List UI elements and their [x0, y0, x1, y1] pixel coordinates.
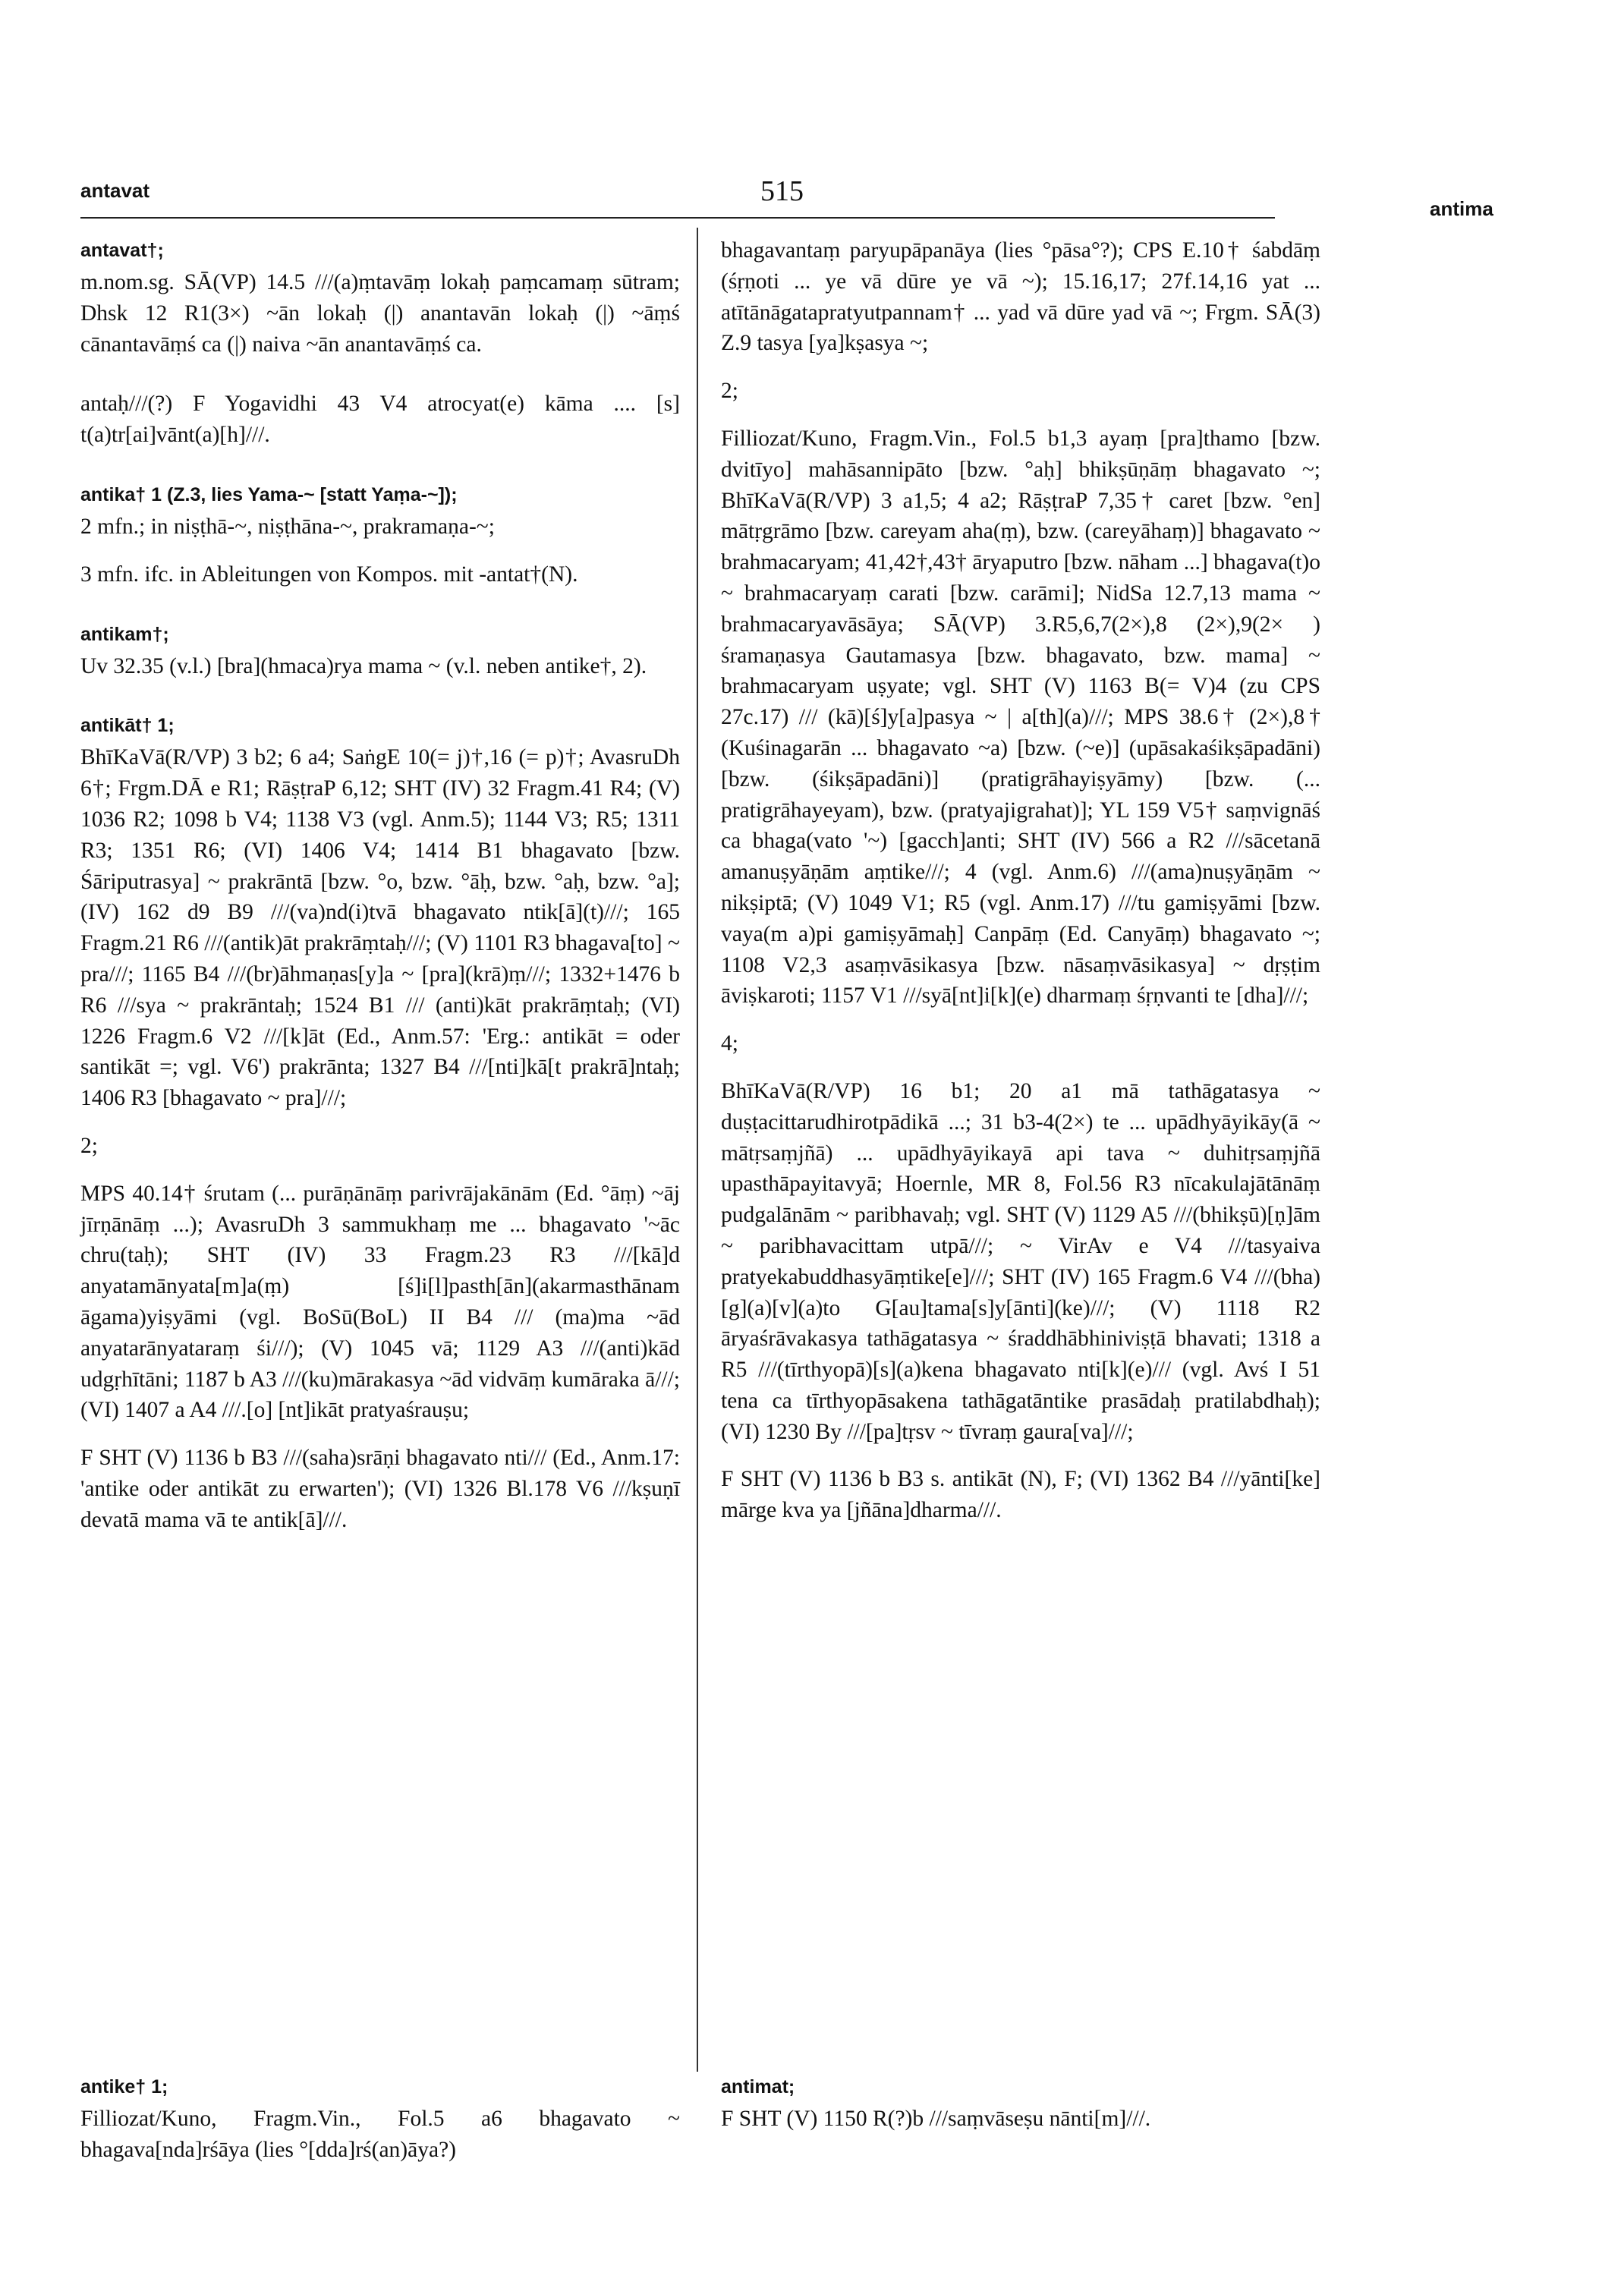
entry-paragraph: F SHT (V) 1150 R(?)b ///saṃvāseṣu nānti[m]///.	[721, 2107, 1151, 2131]
entry-antimat	[721, 2072, 1320, 2135]
dictionary-entry	[80, 235, 680, 360]
entry-paragraph: 4;	[721, 1031, 738, 1056]
dictionary-entry	[721, 235, 1320, 1526]
running-head-left: antavat	[80, 179, 150, 202]
entry-paragraph: MPS 40.14† śrutam (... purāṇānāṃ parivrājakānām (Ed. °āṃ) ~āj jīrṇānāṃ ...); AvasruDh 3 sammukhaṃ me ... bhagavato '~āc chru(taḥ); SHT (IV) 33 Fragm.23 R3 ///[kā]d anyatamānyata[m]a(ṃ) [ś]i[l]pasth[ān](akarmasthānam āgama)yiṣyāmi (vgl. BoSū(BoL) II B4 /// (ma)ma ~ād anyatarānyataraṃ śi///); (V) 1045 vā; 1129 A3 ///(anti)kād udgṛhītāni; 1187 b A3 ///(ku)mārakasya ~ād vidvāṃ kumāraka ā///; (VI) 1407 a A4 ///.[o] [nt]ikāt pratyaśrauṣu;	[80, 1181, 680, 1423]
header-rule	[80, 217, 1275, 219]
entry-paragraph: Filliozat/Kuno, Fragm.Vin., Fol.5 b1,3 ayaṃ [pra]thamo [bzw. dvitīyo] mahāsannipāto [bzw. °aḥ] bhikṣūṇāṃ bhagavato ~; BhīKaVā(R/VP) 3 a1,5; 4 a2; RāṣṭraP 7,35† caret [bzw. °en] mātṛgrāmo [bzw. careyam aha(ṃ), bzw. (careyāhaṃ)] bhagavato ~ brahmacaryam; 41,42†,43† āryaputro [bzw. nāham ...] bhagava(t)o ~ brahmacaryaṃ carati [bzw. carāmi]; NidSa 12.7,13 mama ~ brahmacaryavāsāya; SĀ(VP) 3.R5,6,7(2×),8 (2×),9(2× ) śramaṇasya Gautamasya [bzw. bhagavato, bzw. mama] ~ brahmacaryam uṣyate; vgl. SHT (V) 1163 B(= V)4 (zu CPS 27c.17) /// (kā)[ś]y[a]pasya ~ | a[th](a)///; MPS 38.6† (2×),8† (Kuśinagarān ... bhagavato ~a) [bzw. (~e)] (upāsakaśikṣāpadāni) [bzw. (śikṣāpadāni)] (pratigrāhayiṣyāmy) [bzw. (... pratigrāhayeyam), bzw. (pratyajigrahat)]; YL 159 V5† saṃvignāś ca bhaga(vato '~) [gacch]anti; SHT (IV) 566 a R2 ///sācetanā amanuṣyāṇām aṃtike///; 4 (vgl. Anm.6) ///(ama)nuṣyāṇām ~ nikṣiptā; (V) 1049 V1; R5 (vgl. Anm.17) ///tu gamiṣyāmi [bzw. vaya(m a)pi gamiṣyāmaḥ] Canpāṃ (Ed. Canyāṃ) bhagavato ~; 1108 V2,3 asaṃvāsikasya [bzw. nāsaṃvāsikasya] ~ dṛṣṭim āviṣkaroti; 1157 V1 ///syā[nt]i[k](e) dharmaṃ śṛṇvanti te [dha]///;	[721, 426, 1320, 1009]
entry-paragraph: BhīKaVā(R/VP) 3 b2; 6 a4; SaṅgE 10(= j)†,16 (= p)†; AvasruDh 6†; Frgm.DĀ e R1; RāṣṭraP 6,12; SHT (IV) 32 Fragm.41 R4; (V) 1036 R2; 1098 b V4; 1138 V3 (vgl. Anm.5); 1144 V3; R5; 1311 R3; 1351 R6; (VI) 1406 V4; 1414 B1 bhagavato [bzw. Śāriputrasya] ~ prakrāntā [bzw. °o, bzw. °āḥ, bzw. °aḥ, bzw. °a]; (IV) 162 d9 B9 ///(va)nd(i)tvā bhagavato ntik[ā](t)///; 165 Fragm.21 R6 ///(antik)āt prakrāṃtaḥ///; (V) 1101 R3 bhagava[to] ~ pra///; 1165 B4 ///(br)āhmaṇas[y]a ~ [pra](krā)ṃ///; 1332+1476 b R6 ///sya ~ prakrāntaḥ; 1524 B1 /// (anti)kāt prakrāṃtaḥ; (VI) 1226 Fragm.6 V2 ///[k]āt (Ed., Anm.57: 'Erg.: antikāt = oder santikāt =; vgl. V6') prakrānta; 1327 B4 ///[nti]kā[t prakrā]ntaḥ; 1406 R3 [bhagavato ~ pra]///;	[80, 745, 680, 1111]
entry-paragraph: BhīKaVā(R/VP) 16 b1; 20 a1 mā tathāgatasya ~ duṣṭacittarudhirotpādikā ...; 31 b3-4(2×) te ... upādhyāyikāy(ā ~ mātṛsaṃjñā) ... upādhyāyikayā api tava ~ duhitṛsaṃjñā upasthāpayitavyā; Hoernle, MR 8, Fol.56 R3 nīcakulajātānāṃ pudgalānām ~ paribhavaḥ; vgl. SHT (V) 1129 A5 ///(bhikṣū)[ṇ]ām ~ paribhavacittam utpā///; ~ VirAv e V4 ///tasyaiva pratyekabuddhasyāṃtike[e]///; SHT (IV) 165 Fragm.6 V4 ///(bha)[g](a)[v](a)to G[au]tama[s]y[ānti](ke)///; (V) 1118 R2 āryaśrāvakasya tathāgatasya ~ śraddhābhiniviṣṭā bhavati; 1318 a R5 ///(tīrthyopā)[s](a)kena bhagavato nti[k](e)/// (vgl. Avś I 51 tena ca tīrthyopāsakena tathāgatāntike prasādaḥ pratilabdhaḥ); (VI) 1230 By ///[pa]tṛsv ~ tīvraṃ gaura[va]///;	[721, 1078, 1320, 1444]
entry-paragraph: 2;	[80, 1133, 98, 1158]
dictionary-entry	[80, 480, 680, 590]
page-number: 515	[760, 175, 804, 207]
right-column	[721, 235, 1320, 1555]
entry-lemma: antika† 1 (Z.3, lies Yama-~ [statt Yaṃa-~]);	[80, 483, 458, 505]
left-column	[80, 235, 680, 1565]
entry-lemma: antimat;	[721, 2076, 795, 2097]
dictionary-entry	[80, 619, 680, 682]
entry-paragraph: F SHT (V) 1136 b B3 s. antikāt (N), F; (VI) 1362 B4 ///yānti[ke] mārge kva ya [jñāna]dharma///.	[721, 1467, 1320, 1523]
entry-paragraph: Uv 32.35 (v.l.) [bra](hmaca)rya mama ~ (v.l. neben antike†, 2).	[80, 653, 647, 678]
entry-paragraph: m.nom.sg. SĀ(VP) 14.5 ///(a)ṃtavāṃ lokaḥ paṃcamaṃ sūtram; Dhsk 12 R1(3×) ~ān lokaḥ (|) anantavān lokaḥ (|) ~āṃś cānantavāṃś ca (|) naiva ~ān anantavāṃś ca.	[80, 270, 680, 357]
entry-paragraph: 3 mfn. ifc. in Ableitungen von Kompos. mit -antat†(N).	[80, 562, 578, 587]
entry-paragraph: F SHT (V) 1136 b B3 ///(saha)srāṇi bhagavato nti/// (Ed., Anm.17: 'antike oder antikāt zu erwarten'); (VI) 1326 Bl.178 V6 ///kṣuṇī devatā mama vā te antik[ā]///.	[80, 1446, 680, 1532]
entry-antike	[80, 2072, 680, 2166]
entry-paragraph: bhagavantaṃ paryupāpanāya (lies °pāsa°?); CPS E.10† śabdāṃ (śṛṇoti ... ye vā dūre ye vā ~); 15.16,17; 27f.14,16 yat ... atītānāgatapratyutpannam† ... yad vā dūre yad vā ~; Frgm. SĀ(3) Z.9 tasya [ya]kṣasya ~;	[721, 238, 1320, 356]
dictionary-entry	[80, 389, 680, 451]
entry-lemma: antike† 1;	[80, 2076, 168, 2097]
running-head-right: antima	[1430, 197, 1493, 220]
page-header	[0, 0, 1624, 228]
entry-paragraph: antaḥ///(?) F Yogavidhi 43 V4 atrocyat(e) kāma .... [s] t(a)tr[ai]vānt(a)[h]///.	[80, 392, 680, 448]
entry-paragraph: 2;	[721, 379, 738, 404]
dictionary-entry	[80, 710, 680, 1535]
entry-paragraph: Filliozat/Kuno, Fragm.Vin., Fol.5 a6 bhagavato ~ bhagava[nda]rśāya (lies °[dda]rś(an)āya?)	[80, 2107, 680, 2162]
entry-paragraph: 2 mfn.; in niṣṭhā-~, niṣṭhāna-~, prakramaṇa-~;	[80, 514, 495, 539]
entry-lemma: antikāt† 1;	[80, 715, 175, 737]
entry-lemma: antikam†;	[80, 623, 169, 645]
entry-lemma: antavat†;	[80, 240, 164, 261]
column-divider	[697, 228, 698, 2072]
